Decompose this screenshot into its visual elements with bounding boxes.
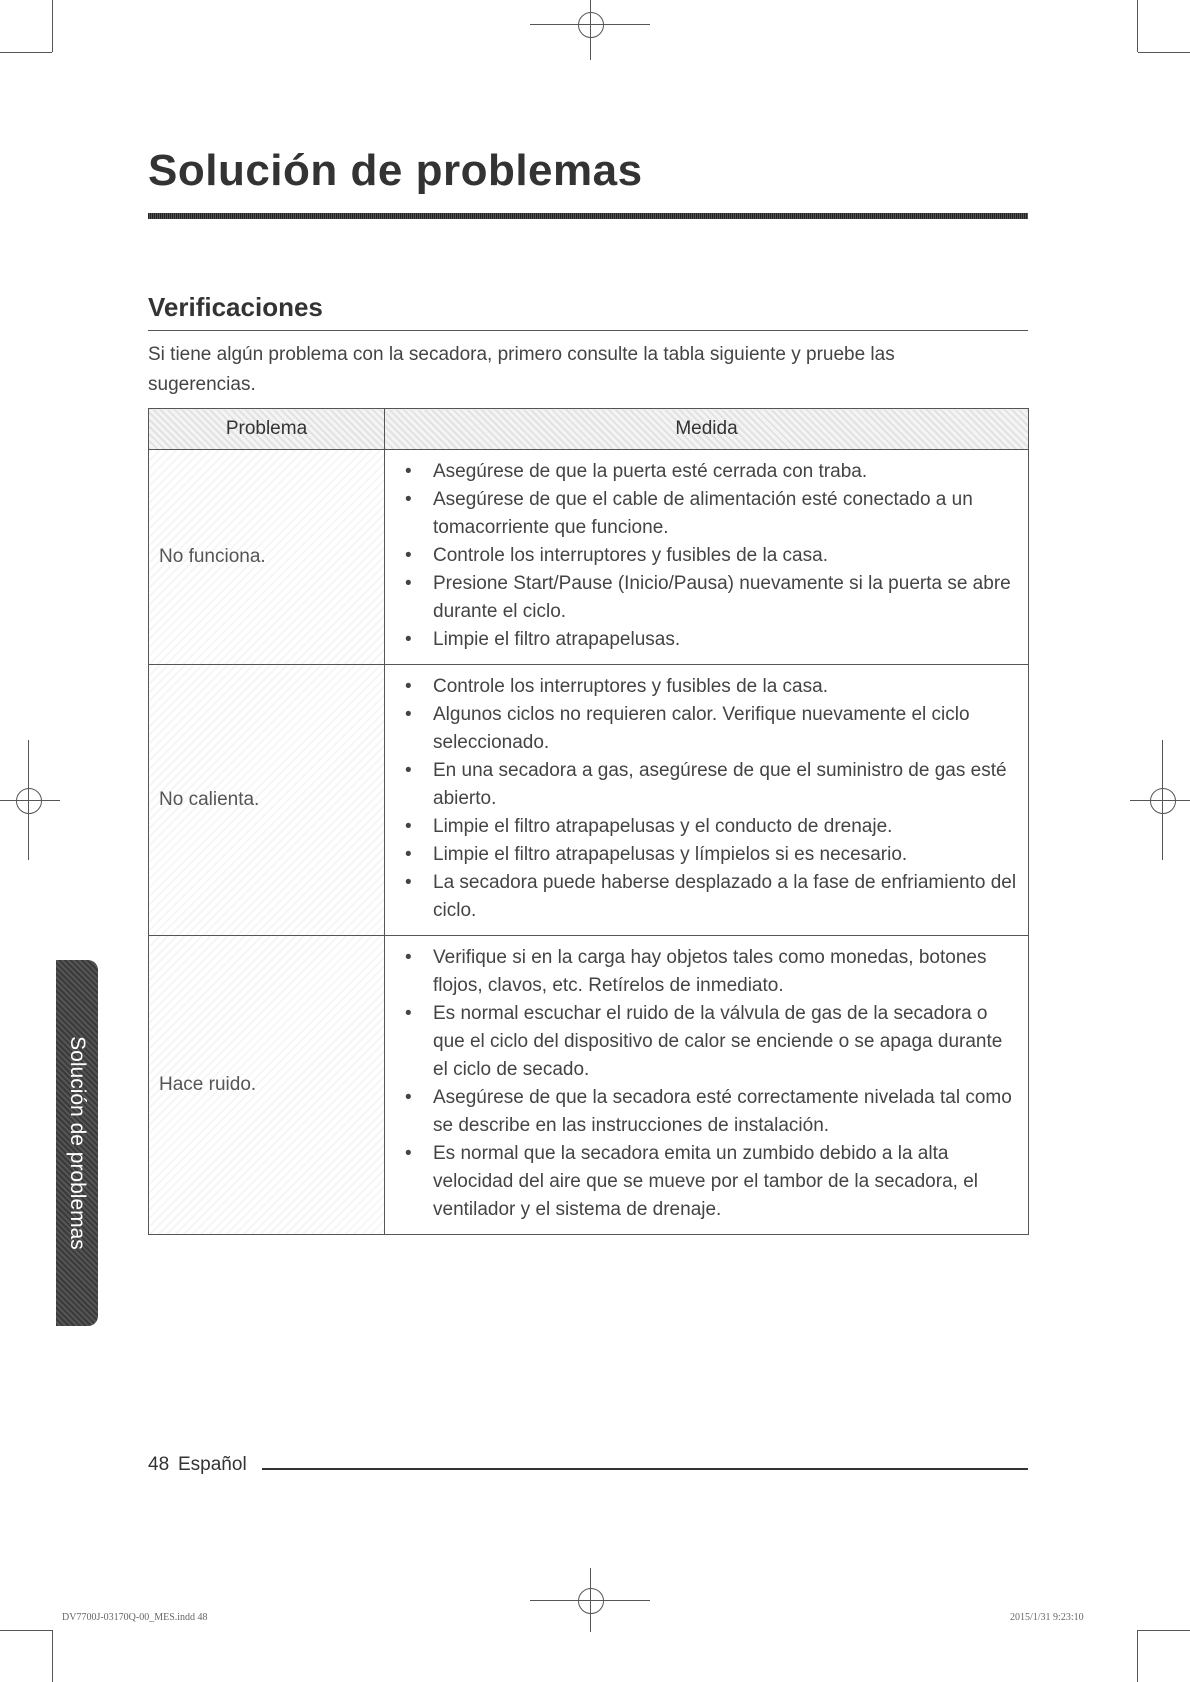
list-item: • Presione Start/Pause (Inicio/Pausa) nuevamente si la puerta se abre durante el ciclo. (399, 570, 1018, 626)
chapter-side-tab (56, 960, 98, 1326)
chapter-side-tab-label: Solución de problemas (66, 1036, 89, 1250)
measure-list (399, 673, 1018, 925)
troubleshooting-table (148, 408, 1029, 1235)
list-item: • Es normal que la secadora emita un zumbido debido a la alta velocidad del aire que se mueve por el tambor de la secadora, el ventilador y el sistema de drenaje. (399, 1140, 1018, 1224)
intro-text: Si tiene algún problema con la secadora, primero consulte la tabla siguiente y pruebe las sugerencias. (148, 344, 895, 395)
crop-mark (1138, 1630, 1190, 1631)
measure-cell (385, 665, 1029, 936)
list-item: • Asegúrese de que la secadora esté correctamente nivelada tal como se describe en las instrucciones de instalación. (399, 1084, 1018, 1140)
list-item: • Limpie el filtro atrapapelusas y el conducto de drenaje. (399, 813, 1018, 841)
print-slug-file: DV7700J-03170Q-00_MES.indd 48 (62, 1612, 208, 1623)
section-title: Verificaciones (148, 292, 323, 322)
measure-list (399, 944, 1018, 1224)
problem-cell: Hace ruido. (149, 936, 385, 1235)
list-item: • Asegúrese de que la puerta esté cerrada con traba. (399, 458, 1018, 486)
measure-list (399, 458, 1018, 654)
print-slug-date: 2015/1/31 9:23:10 (1010, 1612, 1084, 1623)
crop-mark (1137, 0, 1138, 52)
list-item: • En una secadora a gas, asegúrese de que el suministro de gas esté abierto. (399, 757, 1018, 813)
header-measure: Medida (385, 409, 1029, 450)
header-problem: Problema (149, 409, 385, 450)
page-number: 48 (148, 1454, 170, 1475)
crop-mark (0, 52, 52, 53)
list-item: • Asegúrese de que el cable de alimentación esté conectado a un tomacorriente que funcione. (399, 486, 1018, 542)
problem-cell: No funciona. (149, 450, 385, 665)
list-item: • Controle los interruptores y fusibles de la casa. (399, 673, 1018, 701)
crop-mark (0, 1630, 52, 1631)
list-item: • La secadora puede haberse desplazado a la fase de enfriamiento del ciclo. (399, 869, 1018, 925)
table-header-row (149, 409, 1029, 450)
list-item: • Algunos ciclos no requieren calor. Verifique nuevamente el ciclo seleccionado. (399, 701, 1018, 757)
registration-mark (16, 788, 42, 814)
section-divider (148, 330, 1028, 331)
registration-mark (1150, 788, 1176, 814)
page-title: Solución de problemas (148, 146, 643, 195)
crop-mark (52, 1630, 53, 1682)
title-underline (148, 213, 1028, 219)
list-item: • Limpie el filtro atrapapelusas. (399, 626, 1018, 654)
table-row (149, 450, 1029, 665)
crop-mark (1138, 52, 1190, 53)
measure-cell (385, 450, 1029, 665)
footer-rule (262, 1468, 1028, 1470)
problem-cell: No calienta. (149, 665, 385, 936)
list-item: • Verifique si en la carga hay objetos tales como monedas, botones flojos, clavos, etc. Retírelos de inmediato. (399, 944, 1018, 1000)
registration-mark (578, 12, 604, 38)
crop-mark (52, 0, 53, 52)
list-item: • Es normal escuchar el ruido de la válvula de gas de la secadora o que el ciclo del dispositivo de calor se enciende o se apaga durante el ciclo de secado. (399, 1000, 1018, 1084)
page-language: Español (178, 1454, 247, 1475)
measure-cell (385, 936, 1029, 1235)
list-item: • Controle los interruptores y fusibles de la casa. (399, 542, 1018, 570)
list-item: • Limpie el filtro atrapapelusas y límpielos si es necesario. (399, 841, 1018, 869)
crop-mark (1137, 1630, 1138, 1682)
registration-mark (578, 1588, 604, 1614)
table-row (149, 936, 1029, 1235)
table-row (149, 665, 1029, 936)
